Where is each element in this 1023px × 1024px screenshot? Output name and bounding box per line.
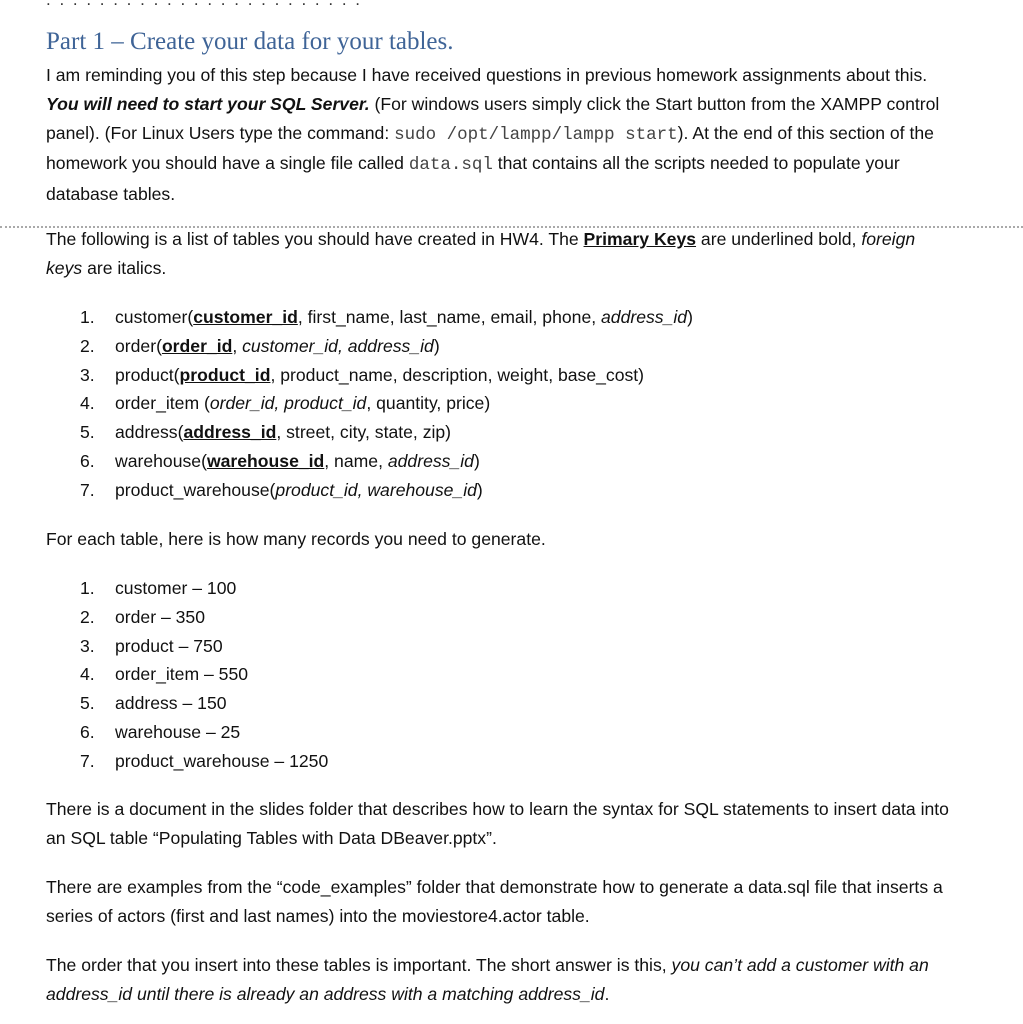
- primary-key: address_id: [183, 422, 277, 443]
- table-columns-end: , quantity, price): [366, 393, 491, 414]
- table-columns: , first_name, last_name, email, phone,: [297, 307, 602, 327]
- table-columns: , street, city, state, zip): [276, 422, 452, 443]
- intro-text-2: (For windows users simply click the Start button from the XAMPP control panel). (For Linux Users type the command:: [46, 93, 940, 143]
- record-count-text: address – 150: [115, 693, 227, 714]
- table-name: order(: [115, 335, 162, 356]
- record-count-list: [80, 574, 328, 776]
- foreign-key: product_id, warehouse_id: [275, 479, 477, 500]
- record-count-item: [80, 574, 328, 603]
- intro-emphasis: You will need to start your SQL Server.: [46, 93, 370, 114]
- record-count-item: [80, 632, 328, 661]
- table-columns-end: ): [433, 335, 440, 356]
- record-count-text: product_warehouse – 1250: [115, 750, 329, 771]
- foreign-key: customer_id, address_id: [242, 335, 434, 356]
- section-heading: Part 1 – Create your data for your tables.: [46, 28, 454, 55]
- table-list: [80, 303, 693, 505]
- previous-page-text-fragment: [46, 0, 976, 8]
- table-columns: ,: [232, 335, 243, 356]
- list-number: 1.: [80, 307, 95, 327]
- tables-intro-paragraph: [46, 225, 956, 283]
- insert-order-text-1: The order that you insert into these tables is important. The short answer is this,: [46, 955, 672, 975]
- examples-paragraph: There are examples from the “code_examples” folder that demonstrate how to generate a data.sql file that inserts a series of actors (first and last names) into the moviestore4.actor table.: [46, 877, 943, 926]
- primary-key: product_id: [179, 364, 271, 385]
- list-number: 3.: [80, 364, 95, 385]
- list-number: 1.: [80, 578, 95, 598]
- foreign-key: order_id, product_id: [209, 393, 367, 414]
- foreign-key: address_id: [387, 450, 474, 471]
- list-number: 4.: [80, 664, 95, 685]
- table-list-item: [80, 418, 693, 447]
- intro-text-4: that contains all the scripts needed to populate your database tables.: [46, 153, 900, 205]
- primary-key: warehouse_id: [206, 450, 325, 471]
- table-columns-end: ): [687, 307, 693, 327]
- intro-text-1: I am reminding you of this step because I have received questions in previous homework assignments about this.: [46, 65, 928, 85]
- record-count-text: order_item – 550: [115, 664, 249, 685]
- table-list-item: [80, 476, 693, 505]
- insert-order-emphasis: you can’t add a customer with an address_id until there is already an address with a matching address_id: [46, 955, 929, 1004]
- list-number: 7.: [80, 750, 95, 771]
- table-columns: , product_name, description, weight, base_cost): [270, 364, 645, 385]
- primary-keys-label: Primary Keys: [583, 229, 697, 249]
- list-number: 4.: [80, 393, 95, 414]
- record-count-item: [80, 747, 328, 776]
- tables-intro-text-3: are italics.: [82, 257, 167, 278]
- list-number: 6.: [80, 721, 95, 742]
- table-name: customer(: [115, 307, 194, 327]
- table-name: product_warehouse(: [115, 479, 276, 500]
- record-count-text: warehouse – 25: [115, 721, 241, 742]
- list-number: 5.: [80, 422, 95, 443]
- table-columns-end: ): [473, 450, 480, 471]
- list-number: 2.: [80, 606, 95, 627]
- record-count-text: product – 750: [115, 635, 223, 656]
- intro-text-3: ). At the end of this section of the homework you should have a single file called: [46, 122, 934, 174]
- insert-order-paragraph: [46, 951, 956, 1009]
- list-number: 5.: [80, 693, 95, 714]
- data-file-name: data.sql: [408, 155, 493, 176]
- record-count-item: [80, 660, 328, 689]
- list-number: 6.: [80, 450, 95, 471]
- record-count-item: [80, 718, 328, 747]
- foreign-key: address_id: [601, 307, 688, 327]
- table-columns: , name,: [324, 450, 388, 471]
- list-number: 2.: [80, 335, 95, 356]
- table-list-item: [80, 332, 693, 361]
- table-name: product(: [115, 364, 180, 385]
- insert-order-text-2: .: [604, 983, 610, 1004]
- foreign-keys-label: foreign keys: [46, 229, 916, 278]
- table-list-item: [80, 447, 693, 476]
- table-name: order_item (: [115, 393, 210, 414]
- list-number: 7.: [80, 479, 95, 500]
- record-count-item: [80, 603, 328, 632]
- table-name: address(: [115, 422, 184, 443]
- primary-key: customer_id: [193, 307, 298, 327]
- table-list-item: [80, 303, 693, 332]
- record-count-text: customer – 100: [115, 578, 237, 598]
- table-columns-end: ): [476, 479, 483, 500]
- counts-intro: For each table, here is how many records you need to generate.: [46, 529, 546, 549]
- list-number: 3.: [80, 635, 95, 656]
- intro-paragraph: [46, 61, 956, 209]
- linux-command: sudo /opt/lampp/lampp start: [394, 124, 678, 145]
- table-list-item: [80, 361, 693, 390]
- primary-key: order_id: [161, 335, 233, 356]
- record-count-item: [80, 689, 328, 718]
- table-name: warehouse(: [115, 450, 207, 471]
- record-count-text: order – 350: [115, 606, 205, 627]
- tables-intro-text-2: are underlined bold,: [696, 229, 862, 249]
- table-list-item: [80, 389, 693, 418]
- tables-intro-text-1: The following is a list of tables you should have created in HW4. The: [46, 229, 584, 249]
- slides-paragraph: There is a document in the slides folder that describes how to learn the syntax for SQL statements to insert data into an SQL table “Populating Tables with Data DBeaver.pptx”.: [46, 799, 949, 848]
